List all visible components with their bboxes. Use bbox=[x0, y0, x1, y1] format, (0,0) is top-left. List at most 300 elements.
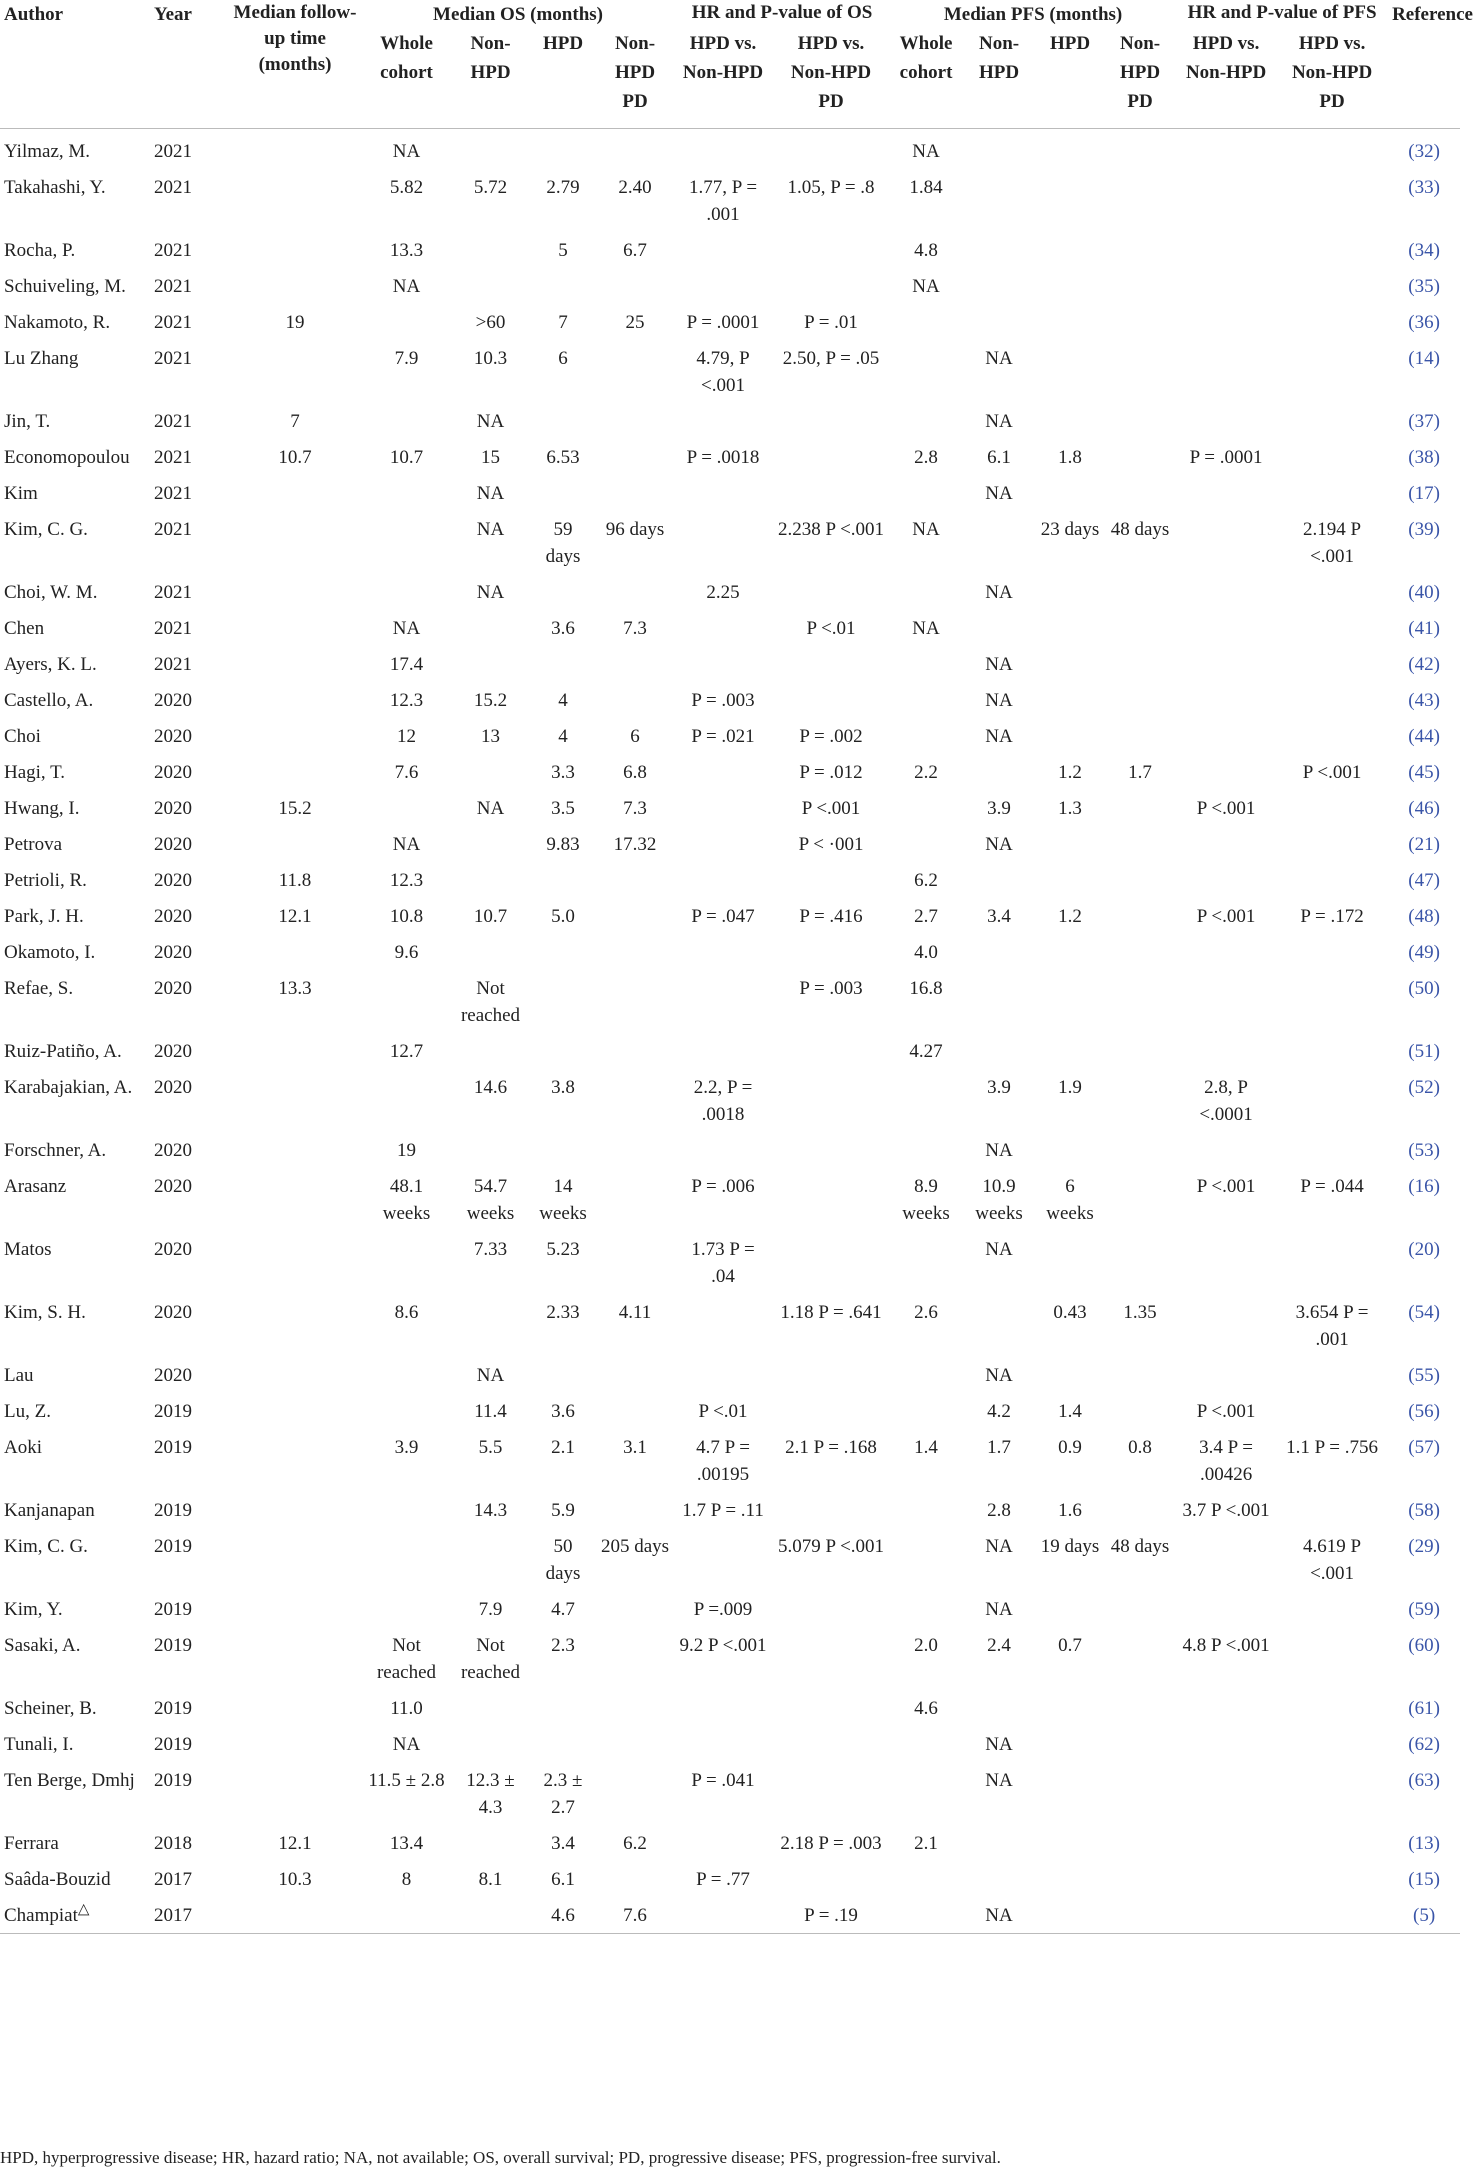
cell-text: Not reached bbox=[460, 1635, 521, 1683]
table-cell bbox=[772, 1065, 890, 1128]
cell-text: 5.079 P <.001 bbox=[777, 1536, 885, 1557]
author-cell bbox=[0, 1029, 150, 1065]
cell-text: Forschner, A. bbox=[4, 1140, 107, 1161]
table-cell bbox=[451, 786, 530, 822]
cell-text[interactable]: (17) bbox=[1408, 483, 1440, 504]
table-cell bbox=[674, 678, 772, 714]
table-cell bbox=[362, 678, 451, 714]
table-cell bbox=[1276, 1587, 1388, 1623]
table-cell bbox=[451, 1686, 530, 1722]
reference-link[interactable] bbox=[1388, 1587, 1460, 1623]
table-cell bbox=[674, 1029, 772, 1065]
cell-text[interactable]: (45) bbox=[1408, 762, 1440, 783]
cell-text[interactable]: (62) bbox=[1408, 1734, 1440, 1755]
reference-link[interactable] bbox=[1388, 1623, 1460, 1686]
table-cell bbox=[1104, 930, 1176, 966]
cell-text[interactable]: (63) bbox=[1408, 1770, 1440, 1791]
reference-link[interactable] bbox=[1388, 1857, 1460, 1893]
cell-text: 16.8 bbox=[909, 978, 943, 999]
cell-text[interactable]: (44) bbox=[1408, 726, 1440, 747]
table-cell bbox=[362, 642, 451, 678]
cell-text: NA bbox=[985, 483, 1013, 504]
cell-text: 4.6 bbox=[551, 1905, 575, 1926]
cell-text[interactable]: (48) bbox=[1408, 906, 1440, 927]
table-cell bbox=[362, 1758, 451, 1821]
cell-text: NA bbox=[912, 618, 940, 639]
table-cell bbox=[530, 1029, 596, 1065]
table-cell bbox=[596, 1164, 674, 1227]
table-cell bbox=[962, 1821, 1036, 1857]
reference-link[interactable] bbox=[1388, 930, 1460, 966]
table-cell bbox=[150, 786, 228, 822]
cell-text: 0.8 bbox=[1128, 1437, 1152, 1458]
table-cell bbox=[228, 1389, 362, 1425]
table-row bbox=[0, 570, 1460, 606]
cell-text[interactable]: (37) bbox=[1408, 411, 1440, 432]
table-cell bbox=[772, 1488, 890, 1524]
table-cell bbox=[530, 1587, 596, 1623]
cell-text[interactable]: (52) bbox=[1408, 1077, 1440, 1098]
cell-text[interactable]: (61) bbox=[1408, 1698, 1440, 1719]
cell-text[interactable]: (54) bbox=[1408, 1302, 1440, 1323]
table-cell bbox=[674, 1290, 772, 1353]
table-cell bbox=[962, 642, 1036, 678]
table-cell bbox=[1276, 471, 1388, 507]
table-cell bbox=[1036, 642, 1104, 678]
table-row bbox=[0, 894, 1460, 930]
reference-link[interactable] bbox=[1388, 1065, 1460, 1128]
table-row bbox=[0, 1524, 1460, 1587]
reference-link[interactable] bbox=[1388, 822, 1460, 858]
cell-text: 1.4 bbox=[1058, 1401, 1082, 1422]
cell-text: 1.1 P = .756 bbox=[1286, 1437, 1378, 1458]
cell-text: 7.9 bbox=[394, 348, 419, 369]
reference-link[interactable] bbox=[1388, 1290, 1460, 1353]
reference-link[interactable] bbox=[1388, 1524, 1460, 1587]
author-cell bbox=[0, 1623, 150, 1686]
cell-text: 5.23 bbox=[546, 1239, 580, 1260]
table-cell bbox=[1176, 1623, 1276, 1686]
cell-text[interactable]: (55) bbox=[1408, 1365, 1440, 1386]
cell-text[interactable]: (46) bbox=[1408, 798, 1440, 819]
reference-link[interactable] bbox=[1388, 606, 1460, 642]
table-row bbox=[0, 1029, 1460, 1065]
table-cell bbox=[962, 1290, 1036, 1353]
author-cell bbox=[0, 1065, 150, 1128]
table-cell bbox=[772, 858, 890, 894]
reference-link[interactable] bbox=[1388, 129, 1460, 166]
table-cell bbox=[530, 300, 596, 336]
reference-link[interactable] bbox=[1388, 336, 1460, 399]
table-cell bbox=[596, 1722, 674, 1758]
table-row bbox=[0, 1758, 1460, 1821]
table-cell bbox=[1176, 471, 1276, 507]
table-cell bbox=[772, 1227, 890, 1290]
table-cell bbox=[772, 570, 890, 606]
table-cell bbox=[1104, 1290, 1176, 1353]
reference-link[interactable] bbox=[1388, 1488, 1460, 1524]
cell-text: NA bbox=[985, 582, 1013, 603]
cell-text[interactable]: (41) bbox=[1408, 618, 1440, 639]
reference-link[interactable] bbox=[1388, 678, 1460, 714]
cell-text: 4.0 bbox=[914, 942, 938, 963]
table-cell bbox=[530, 1290, 596, 1353]
table-cell bbox=[674, 435, 772, 471]
table-cell bbox=[674, 507, 772, 570]
cell-text[interactable]: (13) bbox=[1408, 1833, 1440, 1854]
table-cell bbox=[596, 930, 674, 966]
reference-link[interactable] bbox=[1388, 1389, 1460, 1425]
table-cell bbox=[596, 678, 674, 714]
table-cell bbox=[890, 1065, 962, 1128]
cell-text[interactable]: (60) bbox=[1408, 1635, 1440, 1656]
reference-link[interactable] bbox=[1388, 399, 1460, 435]
cell-text[interactable]: (20) bbox=[1408, 1239, 1440, 1260]
table-cell bbox=[1176, 129, 1276, 166]
table-cell bbox=[890, 1524, 962, 1587]
table-cell bbox=[596, 822, 674, 858]
reference-link[interactable] bbox=[1388, 1128, 1460, 1164]
cell-text: 5.9 bbox=[551, 1500, 575, 1521]
cell-text[interactable]: (33) bbox=[1408, 177, 1440, 198]
cell-text[interactable]: (32) bbox=[1408, 141, 1440, 162]
cell-text[interactable]: (58) bbox=[1408, 1500, 1440, 1521]
table-cell bbox=[890, 822, 962, 858]
cell-text: 8.1 bbox=[478, 1869, 503, 1890]
cell-text: 6.2 bbox=[623, 1833, 647, 1854]
table-cell bbox=[451, 1425, 530, 1488]
table-cell bbox=[962, 894, 1036, 930]
table-cell bbox=[362, 1164, 451, 1227]
reference-link[interactable] bbox=[1388, 264, 1460, 300]
table-cell bbox=[451, 507, 530, 570]
cell-text: NA bbox=[985, 834, 1013, 855]
cell-text: NA bbox=[985, 1770, 1013, 1791]
cell-text: 7.33 bbox=[473, 1239, 508, 1260]
reference-link[interactable] bbox=[1388, 1686, 1460, 1722]
cell-text: P =.009 bbox=[693, 1599, 753, 1620]
cell-text: 2020 bbox=[154, 942, 192, 963]
table-cell bbox=[596, 1758, 674, 1821]
table-cell bbox=[772, 678, 890, 714]
cell-text: 2.2 bbox=[914, 762, 938, 783]
cell-text: Karabajakian, A. bbox=[4, 1077, 133, 1098]
reference-link[interactable] bbox=[1388, 1893, 1460, 1934]
table-cell bbox=[674, 930, 772, 966]
table-cell bbox=[150, 1425, 228, 1488]
cell-text[interactable]: (39) bbox=[1408, 519, 1440, 540]
table-cell bbox=[530, 1893, 596, 1934]
table-row bbox=[0, 1686, 1460, 1722]
cell-text: 2020 bbox=[154, 906, 192, 927]
reference-link[interactable] bbox=[1388, 642, 1460, 678]
cell-text: 10.7 bbox=[473, 906, 508, 927]
reference-link[interactable] bbox=[1388, 1425, 1460, 1488]
table-cell bbox=[362, 264, 451, 300]
table-cell bbox=[674, 894, 772, 930]
table-cell bbox=[451, 1857, 530, 1893]
table-cell bbox=[1276, 642, 1388, 678]
table-cell bbox=[1036, 1353, 1104, 1389]
cell-text[interactable]: (50) bbox=[1408, 978, 1440, 999]
cell-text: 2020 bbox=[154, 1365, 192, 1386]
table-cell bbox=[890, 606, 962, 642]
table-cell bbox=[451, 1389, 530, 1425]
table-cell bbox=[674, 1524, 772, 1587]
table-cell bbox=[362, 336, 451, 399]
table-cell bbox=[1176, 1290, 1276, 1353]
cell-text[interactable]: (59) bbox=[1408, 1599, 1440, 1620]
table-cell bbox=[1176, 1029, 1276, 1065]
table-cell bbox=[962, 399, 1036, 435]
reference-link[interactable] bbox=[1388, 165, 1460, 228]
reference-link[interactable] bbox=[1388, 1227, 1460, 1290]
table-cell bbox=[362, 1065, 451, 1128]
table-cell bbox=[596, 786, 674, 822]
reference-link[interactable] bbox=[1388, 858, 1460, 894]
cell-text: 5.0 bbox=[551, 906, 575, 927]
cell-text: 12.1 bbox=[278, 1833, 312, 1854]
cell-text: NA bbox=[985, 1734, 1013, 1755]
cell-text: Scheiner, B. bbox=[4, 1698, 97, 1719]
table-cell bbox=[228, 1425, 362, 1488]
cell-text[interactable]: (51) bbox=[1408, 1041, 1440, 1062]
cell-text: Rocha, P. bbox=[4, 240, 76, 261]
table-cell bbox=[772, 507, 890, 570]
reference-link[interactable] bbox=[1388, 786, 1460, 822]
table-cell bbox=[772, 714, 890, 750]
table-cell bbox=[1176, 1227, 1276, 1290]
table-cell bbox=[1176, 1488, 1276, 1524]
cell-text[interactable]: (38) bbox=[1408, 447, 1440, 468]
cell-text: 5.72 bbox=[473, 177, 508, 198]
cell-text: 12.3 ± 4.3 bbox=[466, 1770, 515, 1818]
cell-text: 3.7 P <.001 bbox=[1182, 1500, 1270, 1521]
table-cell bbox=[1276, 1821, 1388, 1857]
cell-text: NA bbox=[985, 1365, 1013, 1386]
table-cell bbox=[1276, 930, 1388, 966]
cell-text: 2020 bbox=[154, 690, 192, 711]
table-cell bbox=[150, 1389, 228, 1425]
table-cell bbox=[1276, 966, 1388, 1029]
table-cell bbox=[1036, 336, 1104, 399]
table-cell bbox=[451, 678, 530, 714]
reference-link[interactable] bbox=[1388, 1758, 1460, 1821]
cell-text: 9.83 bbox=[546, 834, 580, 855]
reference-link[interactable] bbox=[1388, 1029, 1460, 1065]
cell-text[interactable]: (14) bbox=[1408, 348, 1440, 369]
author-cell bbox=[0, 336, 150, 399]
table-cell bbox=[150, 1164, 228, 1227]
cell-text[interactable]: (49) bbox=[1408, 942, 1440, 963]
table-cell bbox=[890, 1164, 962, 1227]
reference-link[interactable] bbox=[1388, 471, 1460, 507]
table-cell bbox=[530, 678, 596, 714]
table-cell bbox=[228, 1623, 362, 1686]
author-cell bbox=[0, 165, 150, 228]
cell-text: 48.1 weeks bbox=[382, 1176, 431, 1224]
cell-text[interactable]: (16) bbox=[1408, 1176, 1440, 1197]
reference-link[interactable] bbox=[1388, 714, 1460, 750]
cell-text: Kim, Y. bbox=[4, 1599, 63, 1620]
table-cell bbox=[228, 165, 362, 228]
table-cell bbox=[228, 1227, 362, 1290]
cell-text[interactable]: (40) bbox=[1408, 582, 1440, 603]
reference-link[interactable] bbox=[1388, 1821, 1460, 1857]
table-cell bbox=[362, 714, 451, 750]
table-cell bbox=[772, 1857, 890, 1893]
table-cell bbox=[228, 1893, 362, 1934]
reference-link[interactable] bbox=[1388, 1353, 1460, 1389]
table-cell bbox=[1176, 300, 1276, 336]
cell-text[interactable]: (21) bbox=[1408, 834, 1440, 855]
cell-text[interactable]: (36) bbox=[1408, 312, 1440, 333]
table-cell bbox=[530, 435, 596, 471]
cell-text: Ten Berge, Dmhj bbox=[4, 1770, 135, 1791]
author-cell bbox=[0, 129, 150, 166]
cell-text: 2021 bbox=[154, 348, 192, 369]
cell-text: NA bbox=[476, 411, 505, 432]
cell-text: 12.1 bbox=[278, 906, 312, 927]
author-cell bbox=[0, 714, 150, 750]
reference-link[interactable] bbox=[1388, 228, 1460, 264]
cell-text: 2.40 bbox=[618, 177, 652, 198]
table-cell bbox=[228, 1164, 362, 1227]
header-followup: Median follow-up time (months) bbox=[233, 2, 357, 75]
table-cell bbox=[1104, 507, 1176, 570]
table-cell bbox=[150, 1488, 228, 1524]
table-cell bbox=[530, 228, 596, 264]
subheader-cell: Non-HPD bbox=[470, 33, 511, 83]
reference-link[interactable] bbox=[1388, 894, 1460, 930]
reference-link[interactable] bbox=[1388, 966, 1460, 1029]
cell-text: 205 days bbox=[600, 1536, 670, 1557]
table-cell bbox=[1176, 1587, 1276, 1623]
table-cell bbox=[1104, 750, 1176, 786]
cell-text: 2020 bbox=[154, 726, 192, 747]
cell-text: 2.1 bbox=[551, 1437, 575, 1458]
table-cell bbox=[362, 165, 451, 228]
cell-text[interactable]: (47) bbox=[1408, 870, 1440, 891]
table-cell bbox=[1036, 1821, 1104, 1857]
table-cell bbox=[150, 1686, 228, 1722]
table-cell bbox=[150, 570, 228, 606]
author-cell bbox=[0, 1857, 150, 1893]
cell-text: P = .19 bbox=[804, 1905, 858, 1926]
cell-text: 6.1 bbox=[987, 447, 1011, 468]
subheader-cell: HPD bbox=[542, 33, 584, 54]
table-cell bbox=[1176, 435, 1276, 471]
table-cell bbox=[596, 1623, 674, 1686]
table-cell bbox=[674, 1164, 772, 1227]
table-cell bbox=[962, 507, 1036, 570]
reference-link[interactable] bbox=[1388, 570, 1460, 606]
table-cell bbox=[362, 570, 451, 606]
cell-text[interactable]: (15) bbox=[1408, 1869, 1440, 1890]
cell-text: Matos bbox=[4, 1239, 52, 1260]
table-cell bbox=[1104, 642, 1176, 678]
table-cell bbox=[1176, 1722, 1276, 1758]
table-cell bbox=[1276, 786, 1388, 822]
table-cell bbox=[1276, 1524, 1388, 1587]
cell-text: Ruiz-Patiño, A. bbox=[4, 1041, 122, 1062]
table-cell bbox=[1104, 1623, 1176, 1686]
cell-text[interactable]: (53) bbox=[1408, 1140, 1440, 1161]
reference-link[interactable] bbox=[1388, 300, 1460, 336]
cell-text: P = .0018 bbox=[686, 447, 760, 468]
table-cell bbox=[530, 1164, 596, 1227]
table-cell bbox=[530, 750, 596, 786]
cell-text: 12.3 bbox=[389, 870, 424, 891]
table-cell bbox=[962, 822, 1036, 858]
table-cell bbox=[362, 1821, 451, 1857]
cell-text[interactable]: (43) bbox=[1408, 690, 1440, 711]
table-cell bbox=[530, 714, 596, 750]
table-cell bbox=[674, 966, 772, 1029]
author-cell bbox=[0, 750, 150, 786]
cell-text: NA bbox=[912, 276, 940, 297]
table-cell bbox=[150, 1857, 228, 1893]
table-cell bbox=[1276, 1722, 1388, 1758]
cell-text[interactable]: (35) bbox=[1408, 276, 1440, 297]
cell-text: Kim bbox=[4, 483, 38, 504]
cell-text[interactable]: (5) bbox=[1413, 1905, 1436, 1926]
table-cell bbox=[228, 1686, 362, 1722]
author-cell bbox=[0, 228, 150, 264]
reference-link[interactable] bbox=[1388, 1164, 1460, 1227]
table-cell bbox=[530, 570, 596, 606]
cell-text[interactable]: (57) bbox=[1408, 1437, 1440, 1458]
cell-text: P <.001 bbox=[1196, 1176, 1256, 1197]
cell-text: 9.2 P <.001 bbox=[679, 1635, 767, 1656]
reference-link[interactable] bbox=[1388, 750, 1460, 786]
author-cell bbox=[0, 1758, 150, 1821]
reference-link[interactable] bbox=[1388, 1722, 1460, 1758]
cell-text: 15.2 bbox=[473, 690, 508, 711]
table-cell bbox=[674, 1623, 772, 1686]
cell-text: 7.6 bbox=[623, 1905, 647, 1926]
cell-text[interactable]: (29) bbox=[1408, 1536, 1440, 1557]
cell-text: 2017 bbox=[154, 1905, 192, 1926]
cell-text: Kanjanapan bbox=[4, 1500, 95, 1521]
table-cell bbox=[962, 1857, 1036, 1893]
cell-text[interactable]: (56) bbox=[1408, 1401, 1440, 1422]
table-cell bbox=[1276, 1290, 1388, 1353]
table-cell bbox=[1104, 1524, 1176, 1587]
table-cell bbox=[596, 570, 674, 606]
cell-text: Hwang, I. bbox=[4, 798, 80, 819]
subheader-cell: Whole cohort bbox=[899, 33, 953, 83]
table-cell bbox=[150, 129, 228, 166]
author-cell bbox=[0, 1128, 150, 1164]
table-cell bbox=[1276, 1389, 1388, 1425]
cell-text: P <.01 bbox=[698, 1401, 748, 1422]
reference-link[interactable] bbox=[1388, 507, 1460, 570]
cell-text: NA bbox=[985, 1599, 1013, 1620]
reference-link[interactable] bbox=[1388, 435, 1460, 471]
table-cell bbox=[451, 570, 530, 606]
table-cell bbox=[1276, 507, 1388, 570]
table-row bbox=[0, 750, 1460, 786]
cell-text[interactable]: (42) bbox=[1408, 654, 1440, 675]
cell-text[interactable]: (34) bbox=[1408, 240, 1440, 261]
cell-text: NA bbox=[985, 1536, 1013, 1557]
table-cell bbox=[596, 642, 674, 678]
table-cell bbox=[1176, 399, 1276, 435]
table-cell bbox=[1036, 300, 1104, 336]
table-cell bbox=[1176, 1857, 1276, 1893]
table-cell bbox=[362, 228, 451, 264]
